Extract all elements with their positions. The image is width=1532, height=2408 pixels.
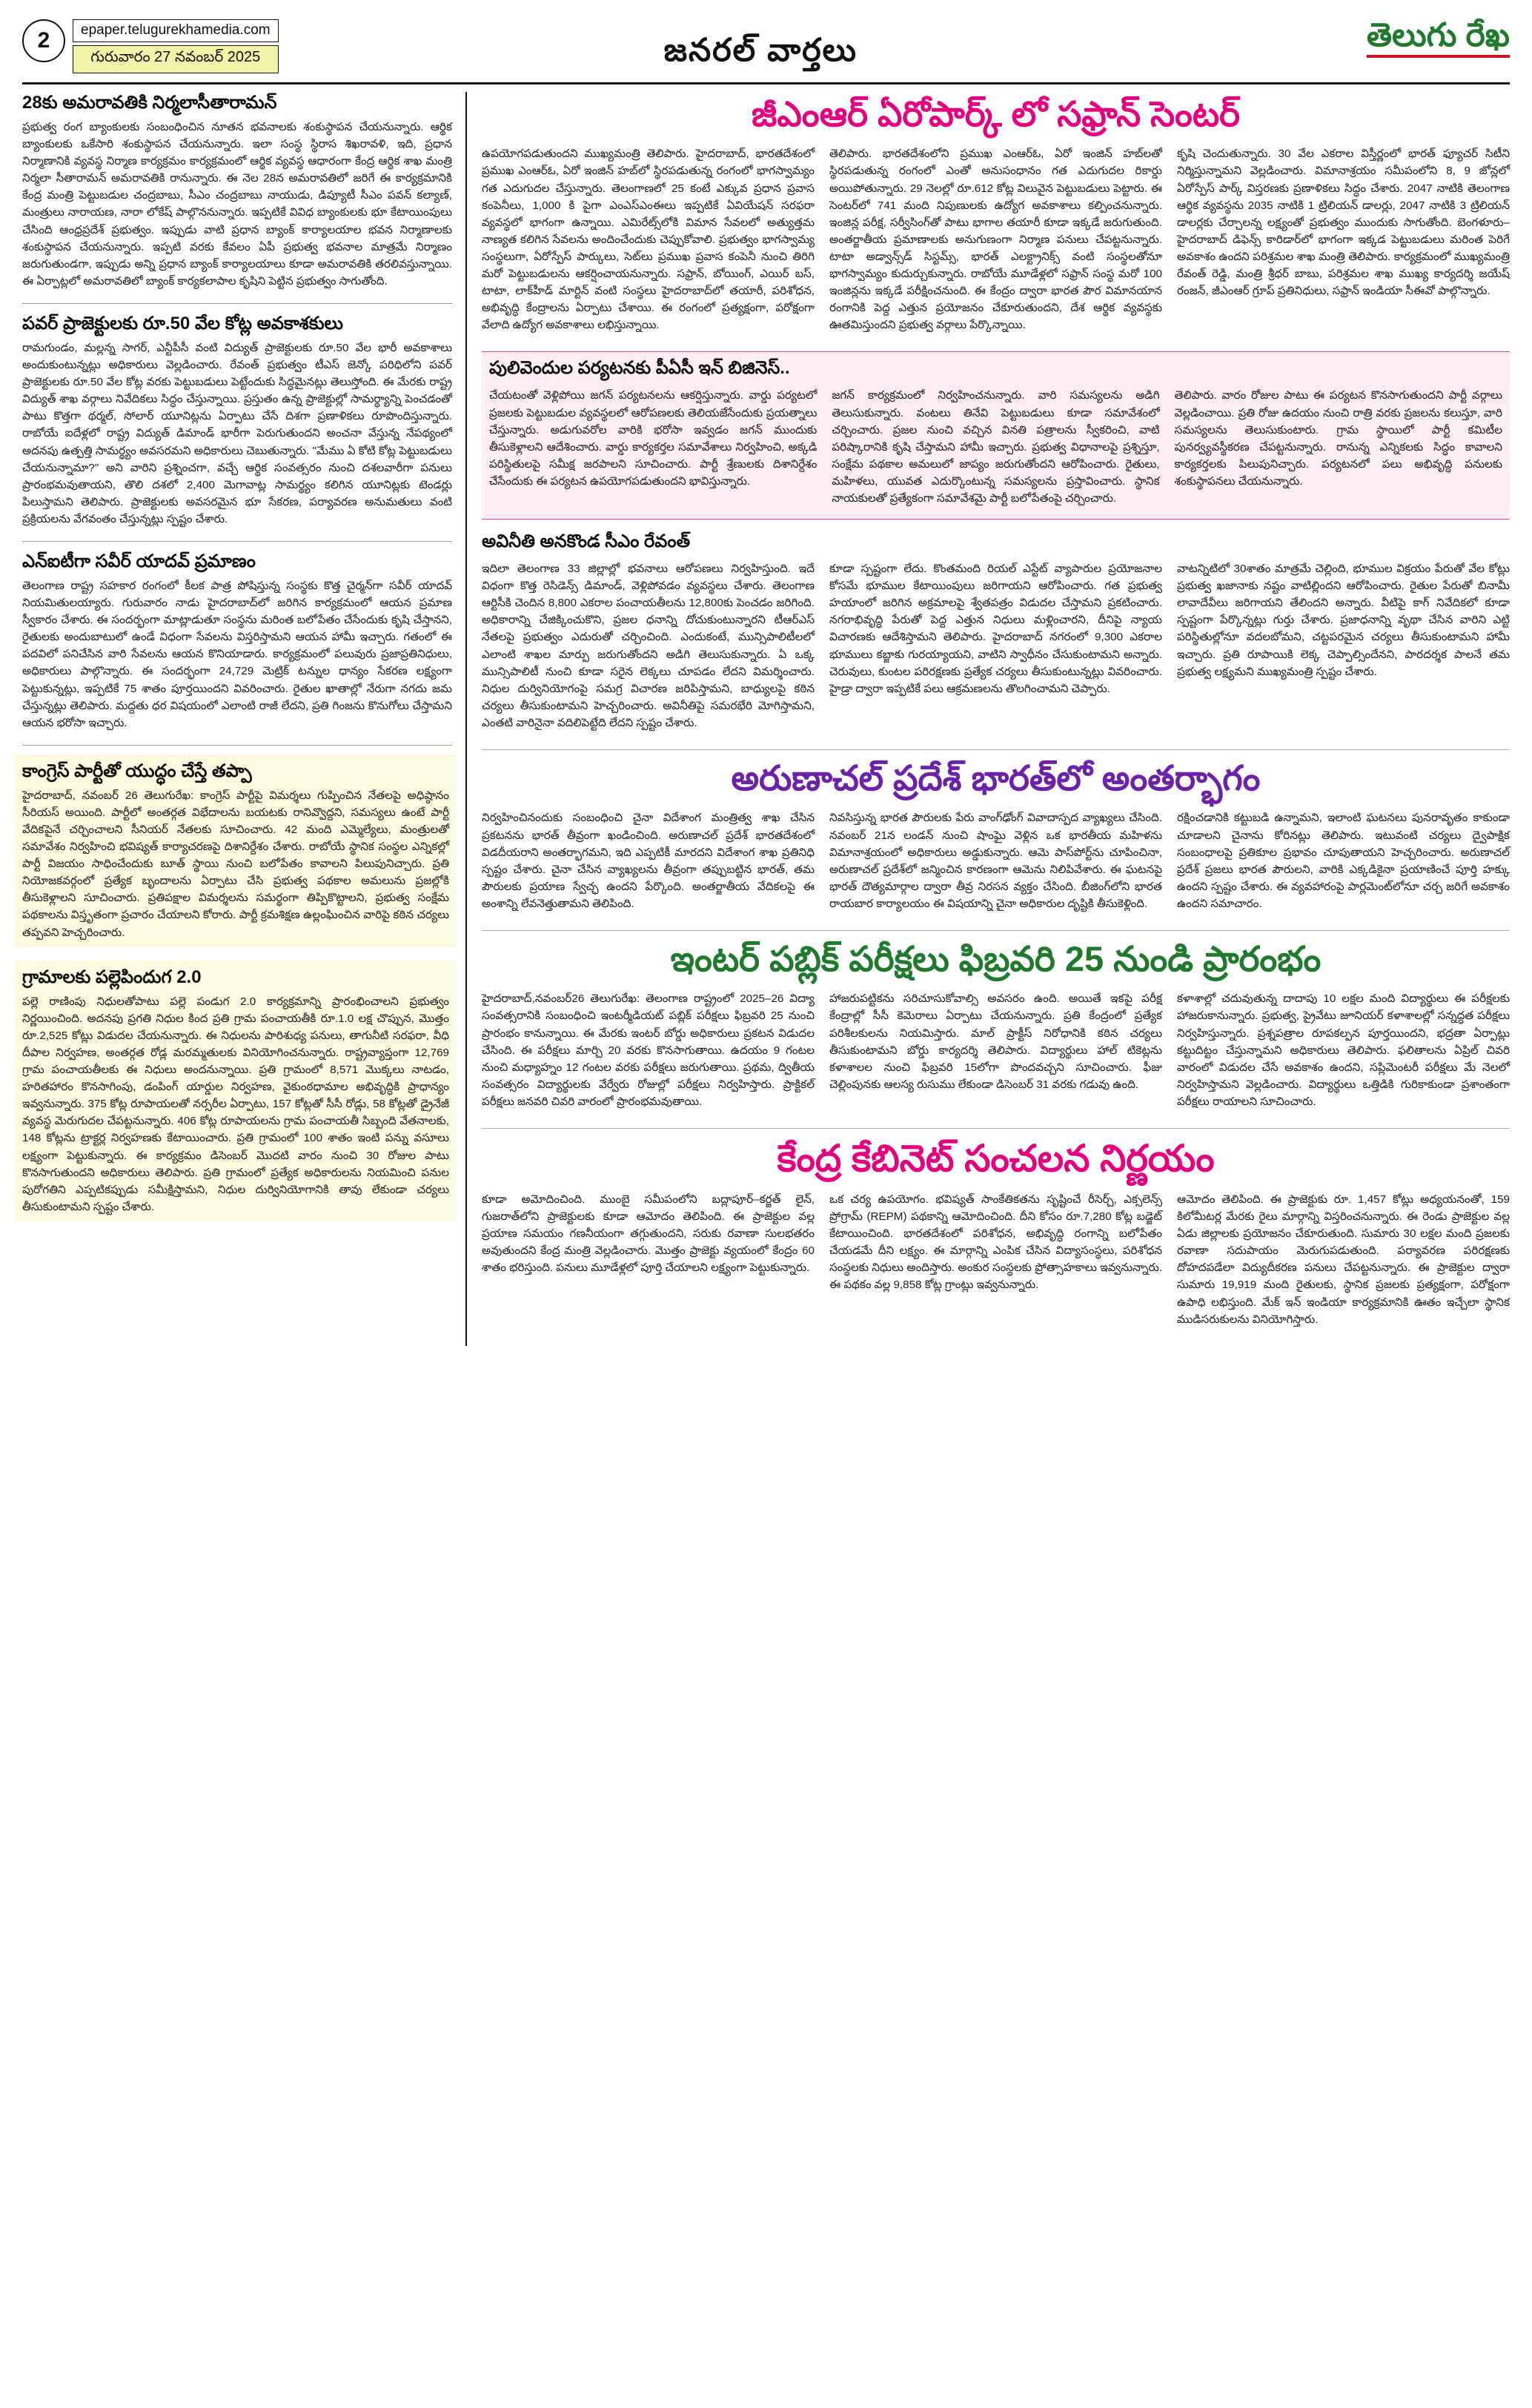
story-inter-exams-columns [482, 990, 1510, 1116]
page-number: 2 [22, 19, 65, 62]
masthead-left [22, 19, 279, 73]
story-pulivendula-col-3: తెలిపారు. వారం రోజుల పాటు ఈ పర్యటన కొనసాగుతుందని పార్టీ వర్గాలు వెల్లడించాయి. ప్రతి రోజు ఉదయం నుంచి రాత్రి వరకు ప్రజలను కలుస్తూ, వారి సమస్యలను తెలుసుకుంటారు. గ్రామ స్థాయిలో పార్టీ కమిటీల పునర్వ్యవస్థీకరణ చేపట్టనున్నారు. రానున్న ఎన్నికలకు సిద్ధం కావాలని కార్యకర్తలకు పిలుపునిచ్చారు. పర్యటనలో పలు అభివృద్ధి పనులకు శంకుస్థాపనలు చేయనున్నారు. [1174, 389, 1502, 488]
masthead [22, 19, 1510, 84]
story-arunachal [482, 757, 1510, 918]
story-central-cabinet-col-2: ఒక చర్య ఉపయోగం. భవిష్యత్ సాంకేతికతను సృష్టించే రీసెర్చ్, ఎక్సలెన్స్ ప్రోగ్రామ్ (REPM) పథకాన్ని ఆమోదించింది. దీని కోసం రూ.7,280 కోట్ల బడ్జెట్ కేటాయించింది. భారతదేశంలో పరిశోధన, అభివృద్ధి రంగాన్ని బలోపేతం చేయడమే దీని లక్ష్యం. ఈ మార్గాన్ని ఎంపిక చేసిన విద్యాసంస్థలు, పరిశోధన సంస్థలకు నిధులు అందిస్తారు. అంకుర సంస్థలకు ప్రోత్సాహకాలు ఇవ్వనున్నారు. ఈ పథకం వల్ల 9,858 కోట్ల గ్రాంట్లు ఇవ్వనున్నారు. [829, 1193, 1162, 1292]
story-avineethi-col-1: ఇదిలా తెలంగాణ 33 జిల్లాల్లో భవనాలు ఆరోపణలు నిర్వహిస్తుంది. ఇదే విధంగా కొత్త రెసిడెన్స్ డిమాండ్, వెళ్లిపోవడం వ్యవస్థలు చేశారు. తెలంగాణ ఆర్టిసీకి చెందిన 8,800 ఎకరాల పంచాయతీలను 12,800కు పెంచడం జరిగింది. అధికారాన్ని చేజిక్కించుకొని, ప్రజల ధనాన్ని దోచుకుంటున్నారని టీఆర్ఎస్ నేతలపై ప్రభుత్వం ఎదురుతో చర్చించింది. ఎందుకంటే, మున్సిపాలిటీలలో ఎలాంటి శాఖల మార్పు జరుగుతోందని అడిగి తెలుసుకున్నారు. ఏ ఒక్క మున్సిపాలిటీ నుంచి కూడా సరైన లెక్కలు చూపడం లేదని విమర్శించారు. నిధుల దుర్వినియోగంపై సమగ్ర విచారణ జరిపిస్తామని, బాధ్యులపై కఠిన చర్యలు తీసుకుంటామని హెచ్చరించారు. అవినీతిపై సమరభేరి మోగిస్తామని, ఎంతటి వారినైనా వదిలిపెట్టేది లేదని స్పష్టం చేశారు. [482, 563, 815, 729]
left-story-3-body: హైదరాబాద్, నవంబర్ 26 తెలుగురేఖ: కాంగ్రెస్ పార్టీపై విమర్శలు గుప్పించిన నేతలపై అధిష్ఠానం సీరియస్ అయింది. పార్టీలో అంతర్గత విభేదాలను బయటకు రానివ్వొద్దని, సమస్యలు ఉంటే పార్టీ వేదికపైనే చర్చించాలని సీనియర్ నేతలకు సూచించారు. 42 మంది ఎమ్మెల్యేలు, మంత్రులతో సమావేశం నిర్వహించి భవిష్యత్ కార్యాచరణపై దిశానిర్దేశం చేశారు. రాబోయే స్థానిక సంస్థల ఎన్నికల్లో పార్టీ విజయం సాధించేందుకు బూత్ స్థాయి నుంచి బలోపేతం కావాలని పిలుపునిచ్చారు. ప్రతి నియోజకవర్గంలో ప్రత్యేక బృందాలను ఏర్పాటు చేసి ప్రభుత్వ పథకాల అమలును ప్రజల్లోకి తీసుకెళ్లాలని సూచించారు. ప్రతిపక్షాల విమర్శలను సమర్థంగా తిప్పికొట్టాలని, ప్రభుత్వ సంక్షేమ పథకాలను విస్తృతంగా ప్రచారం చేయాలని కోరారు. పార్టీ క్రమశిక్షణ ఉల్లంఘించిన వారిపై కఠిన చర్యలు తప్పవని హెచ్చరించారు. [22, 789, 449, 939]
left-column [22, 92, 467, 1346]
story-inter-exams [482, 938, 1510, 1116]
story-pulivendula-col-2: జగన్ కార్యక్రమంలో నిర్వహించనున్నారు. వారి సమస్యలను అడిగి తెలుసుకున్నారు. వంటలు తినేవి పెట్టుబడులు కూడా సమావేశంలో చర్చించారు. ప్రజల నుంచి వచ్చిన వినతి పత్రాలను స్వీకరించి, వాటి పరిష్కారానికి కృషి చేస్తామని హామీ ఇచ్చారు. ప్రభుత్వ విధానాలపై ప్రశ్నిస్తూ, సంక్షేమ పథకాల అమలులో జాప్యం జరుగుతోందని ఆరోపించారు. రైతులు, మహిళలు, యువత ఎదుర్కొంటున్న సమస్యలను ప్రస్తావించారు. స్థానిక నాయకులతో ప్రత్యేకంగా సమావేశమై పార్టీ బలోపేతంపై చర్చించారు. [832, 389, 1160, 505]
brand-logo: తెలుగు రేఖ [1367, 19, 1510, 58]
masthead-left-text [73, 19, 279, 73]
left-story-1-body: రామగుండం, మల్లన్న సాగర్, ఎన్టీపీసీ వంటి విద్యుత్ ప్రాజెక్టులకు రూ.50 వేల భారీ అవకాశాలు అందుకుంటున్నట్లు అధికారులు వెల్లడించారు. రేవంత్ ప్రభుత్వం టీఎస్ జెన్కో పరిధిలోని పవర్ ప్రాజెక్టులకు రూ.50 వేల కోట్ల వరకు పెట్టుబడులు పెట్టేందుకు సిద్ధమైనట్లు తెలుస్తోంది. ఈ మేరకు రాష్ట్ర విద్యుత్ శాఖ వర్గాలు నివేదికలు సిద్ధం చేస్తున్నాయి. ప్రస్తుతం ఉన్న ప్రాజెక్టుల్లో సామర్థ్యాన్ని పెంచడంతో పాటు కొత్తగా థర్మల్, సోలార్ యూనిట్లను ఏర్పాటు చేసే దిశగా ప్రణాళికలు రూపొందిస్తున్నారు. రాబోయే ఐదేళ్లలో రాష్ట్ర విద్యుత్ డిమాండ్ భారీగా పెరుగుతుందని అంచనా వేస్తున్న నేపథ్యంలో అదనపు ఉత్పత్తి సామర్థ్యం అవసరమని అధికారులు చెబుతున్నారు. "మేము ఏ కోటి కోట్ల పెట్టుబడులు చేయనున్నామా?" అని వారిని ప్రశ్నించగా, వచ్చే ఆర్థిక సంవత్సరం నుంచి దశలవారీగా పనులు ప్రారంభమవుతాయని, తొలి దశలో 2,400 మెగావాట్ల సామర్థ్యం కలిగిన యూనిట్లకు టెండర్లు పిలుస్తామని తెలిపారు. ప్రాజెక్టులకు అవసరమైన భూ సేకరణ, పర్యావరణ అనుమతులు వంటి ప్రక్రియలను వేగవంతం చేస్తున్నట్లు స్పష్టం చేశారు. [22, 341, 452, 525]
story-avineethi-anaconda [482, 531, 1510, 737]
left-story-1 [22, 313, 452, 528]
right-column [467, 92, 1510, 1346]
story-pulivendula [482, 351, 1510, 520]
story-inter-exams-col-2: హాజరుపట్టికను సరిచూసుకోవాల్సి అవసరం ఉంది. అయితే ఇకపై పరీక్ష కేంద్రాల్లో సీసీ కెమెరాలు ఏర్పాటు చేయనున్నారు. ప్రతి కేంద్రంలో ప్రత్యేక పరిశీలకులను నియమిస్తారు. మాల్ ప్రాక్టీస్ నిరోధానికి కఠిన చర్యలు తీసుకుంటామని బోర్డు కార్యదర్శి తెలిపారు. విద్యార్థులు హాల్ టికెట్లను కళాశాలల నుంచి ఫిబ్రవరి 15లోగా పొందవచ్చని సూచించారు. ఫీజు చెల్లింపునకు ఆలస్య రుసుము లేకుండా డిసెంబర్ 31 వరకు గడువు ఉంది. [829, 992, 1162, 1091]
story-avineethi-headline: అవినీతి అనకొండ సీఎం రేవంత్ [482, 531, 691, 552]
story-central-cabinet-columns [482, 1191, 1510, 1334]
story-gmr-col-3: కృషి చెందుతున్నారు. 30 వేల ఎకరాల విస్తీర్ణంలో భారత్ ఫ్యూచర్ సిటీని నిర్మిస్తున్నామని వెల్లడించారు. విమానాశ్రయం సమీపంలోని 8, 9 జోన్లలో ఏరోస్పేస్ పార్క్ విస్తరణకు ప్రణాళికలు సిద్ధం చేశారు. 2047 నాటికి తెలంగాణ ఆర్థిక వ్యవస్థను 2035 నాటికి 1 ట్రిలియన్ డాలర్లు, 2047 నాటికి 3 ట్రిలియన్ డాలర్లకు చేర్చాలన్న లక్ష్యంతో ప్రభుత్వం ముందుకు సాగుతోంది. బెంగళూరు–హైదరాబాద్ డిఫెన్స్ కారిడార్‌లో భాగంగా ఇక్కడ పెట్టుబడులు మరింత పెరిగే అవకాశం ఉందని పరిశ్రమల శాఖ మంత్రి తెలిపారు. కార్యక్రమంలో ముఖ్యమంత్రి రేవంత్ రెడ్డి, మంత్రి శ్రీధర్ బాబు, పరిశ్రమల శాఖ ముఖ్య కార్యదర్శి జయేష్ రంజన్, జీఎంఆర్ గ్రూప్ ప్రతినిధులు, సఫ్రాన్ ఇండియా సీఈవో పాల్గొన్నారు. [1177, 147, 1510, 298]
left-story-0 [22, 92, 452, 290]
left-story-3 [15, 754, 457, 947]
story-arunachal-col-3: రక్షించడానికి కట్టుబడి ఉన్నామని, ఇలాంటి ఘటనలు పునరావృతం కాకుండా చూడాలని చైనాను కోరినట్లు తెలిపారు. ఇటువంటి చర్యలు ద్వైపాక్షిక సంబంధాలపై ప్రతికూల ప్రభావం చూపుతాయని హెచ్చరించారు. అరుణాచల్ ప్రదేశ్ ప్రజలు భారత పౌరులని, వారికి ఎక్కడికైనా ప్రయాణించే పూర్తి హక్కు ఉందని స్పష్టం చేశారు. ఈ వ్యవహారంపై పార్లమెంట్‌లోనూ చర్చ జరిగే అవకాశం ఉందని సమాచారం. [1177, 812, 1510, 910]
story-pulivendula-columns [489, 387, 1502, 513]
issue-date: గురువారం 27 నవంబర్ 2025 [73, 45, 279, 73]
divider [22, 303, 452, 304]
story-pulivendula-col-1: చేయటంతో వెళ్లిపోయి జగన్ పర్యటనలను ఆకర్షిస్తున్నారు. వార్డు పర్యటలో ప్రజలకు పెట్టుబడుల వ్యవస్థలలో ఆరోపణలకు తెలియజేసేందుకు ప్రయత్నాలు చేస్తున్నారు. అడుగువరోల వారికి భరోసా ఇవ్వడం జగన్ ముందుకు తీసుకెళ్లాలని ఆదేశించారు. వార్డు కార్యకర్తల సమావేశాలు నిర్వహించి, అక్కడి పరిస్థితులపై సమీక్ష జరపాలని సూచించారు. పార్టీ శ్రేణులకు దిశానిర్దేశం చేసేందుకు ఈ పర్యటన ఉపయోగపడుతుందని భావిస్తున్నారు. [489, 389, 818, 488]
left-story-0-headline: 28కు అమరావతికి నిర్మలాసీతారామన్ [22, 93, 277, 113]
story-gmr-col-1: ఉపయోగపడుతుందని ముఖ్యమంత్రి తెలిపారు. హైదరాబాద్, భారతదేశంలో ప్రముఖ ఎంఆర్ఓ, ఏరో ఇంజిన్ హబ్‌లో స్థిరపడుతున్న రంగంలో భాగస్వామ్యం గత ఎదుగుదల చేస్తున్నారు. తెలంగాణలో 25 కంటే ఎక్కువ ప్రధాన ప్రవాస కంపెనీలు, 1,000 కి పైగా ఎంఎస్ఎంఈలు ఇప్పటికే ఏవియేషన్ సరఫరా వ్యవస్థలో భాగంగా ఉన్నాయి. ఎమిరేట్స్‌లోకి విమాన సేవలలో అత్యుత్తమ నాణ్యత కలిగిన సేవలను అందించేందుకు చెప్పుకోవాలి. ప్రభుత్వం భాగస్వామ్య సంస్థలుగా, ఏరోస్పేస్ పార్కులు, సెట్‌లు ప్రముఖ ప్రవాస కంపెనీ నుంచి తిరిగి మరో పెట్టుబడులను ఆకర్షించాయనున్నారు. సఫ్రాన్, బోయింగ్, ఎయిర్ బస్, టాటా, లాక్‌హీడ్ మార్టిన్ వంటి సంస్థలు హైదరాబాద్‌లో తయారీ, పరిశోధన, అభివృద్ధి కేంద్రాలను ఏర్పాటు చేశాయి. ఈ రంగంలో ప్రత్యక్షంగా, పరోక్షంగా వేలాది ఉద్యోగ అవకాశాలు లభిస్తున్నాయి. [482, 147, 815, 332]
story-avineethi-columns [482, 560, 1510, 737]
left-story-2-headline: ఎన్ఐటీగా సవీర్ యాదవ్ ప్రమాణం [22, 551, 256, 571]
divider [22, 541, 452, 542]
story-arunachal-headline: అరుణాచల్ ప్రదేశ్ భారత్‌లో అంతర్భాగం [731, 758, 1261, 798]
divider [482, 749, 1510, 750]
story-gmr-col-2: తెలిపారు. భారతదేశంలోని ప్రముఖ ఎంఆర్ఓ, ఏరో ఇంజిన్ హబ్‌లతో స్థిరపడుతున్న రంగంలో ఎంతో అనుసంధానం గత ఎదుగుదల రికార్డు అయిపోతున్నారు. 29 నెలల్లో రూ.612 కోట్ల విలువైన పెట్టుబడులు పెట్టారు. ఈ సెంటర్‌లో 741 మంది నిపుణులకు ఉద్యోగ అవకాశాలు కల్పించనున్నారు. ఇంజిన్ల పరీక్ష, సర్వీసింగ్‌తో పాటు భాగాల తయారీ కూడా ఇక్కడే జరుగుతుంది. అంతర్జాతీయ ప్రమాణాలకు అనుగుణంగా నిర్మాణ పనులు చేపట్టనున్నారు. టాటా అడ్వాన్స్‌డ్ సిస్టమ్స్, భారత్ ఎలక్ట్రానిక్స్ వంటి సంస్థలతోనూ భాగస్వామ్యం కుదుర్చుకున్నారు. రాబోయే మూడేళ్లలో సఫ్రాన్ సంస్థ మరో 100 ఇంజిన్లను ఇక్కడే పరీక్షించనుంది. ఈ కేంద్రం ద్వారా భారత పౌర విమానయాన రంగానికి పెద్ద ఎత్తున ప్రయోజనం చేకూరుతుందని, దేశ ఆర్థిక వ్యవస్థకు ఊతమిస్తుందని ప్రభుత్వ వర్గాలు పేర్కొన్నాయి. [829, 147, 1162, 332]
story-gmr-headline: జీఎంఆర్ ఏరోపార్క్ లో సఫ్రాన్ సెంటర్ [751, 94, 1241, 133]
divider [482, 930, 1510, 931]
masthead-right [1243, 19, 1510, 58]
left-story-1-headline: పవర్ ప్రాజెక్టులకు రూ.50 వేల కోట్ల అవకాశకులు [22, 313, 343, 334]
section-title: జనరల్ వార్తలు [663, 33, 858, 68]
left-story-2-body: తెలంగాణ రాష్ట్ర సహకార రంగంలో కీలక పాత్ర పోషిస్తున్న సంస్థకు కొత్త చైర్మన్‌గా సవీర్ యాదవ్ నియమితులయ్యారు. గురువారం నాడు హైదరాబాద్‌లో జరిగిన కార్యక్రమంలో ఆయన ప్రమాణ స్వీకారం చేశారు. ఈ సందర్భంగా మాట్లాడుతూ సంస్థను మరింత బలోపేతం చేసేందుకు కృషి చేస్తానని, రైతులకు అందుబాటులో ఉండే విధంగా సేవలను విస్తరిస్తామని ఆయన హామీ ఇచ్చారు. గతంలో ఈ పదవిలో పనిచేసిన వారి సేవలను ఆయన కొనియాడారు. కార్యక్రమంలో పలువురు ప్రజాప్రతినిధులు, అధికారులు పాల్గొన్నారు. ఈ సందర్భంగా 24,729 మెట్రిక్ టన్నుల ధాన్యం సేకరణ లక్ష్యంగా పెట్టుకున్నట్లు, ఇప్పటికే 75 శాతం పూర్తయిందని వివరించారు. రైతుల ఖాతాల్లో నేరుగా నగదు జమ చేస్తున్నట్లు తెలిపారు. మద్దతు ధర విషయంలో ఎలాంటి రాజీ లేదని, ప్రతి గింజను కొనుగోలు చేస్తామని ఆయన భరోసా ఇచ్చారు. [22, 579, 452, 729]
story-gmr-aeropark [482, 93, 1510, 339]
story-inter-exams-col-3: కళాశాల్లో చదువుతున్న దాదాపు 10 లక్షల మంది విద్యార్థులు ఈ పరీక్షలకు హాజరుకానున్నారు. ప్రభుత్వ, ప్రైవేటు జూనియర్ కళాశాలల్లో సన్నద్ధత పరీక్షలు నిర్వహిస్తున్నారు. ప్రశ్నపత్రాల రూపకల్పన పూర్తయిందని, భద్రతా ఏర్పాట్లు కట్టుదిట్టం చేస్తున్నామని అధికారులు తెలిపారు. ఫలితాలను ఏప్రిల్ చివరి వారంలో విడుదల చేసే అవకాశం ఉందని, సప్లిమెంటరీ పరీక్షలు మే నెలలో నిర్వహిస్తామని వెల్లడించారు. విద్యార్థులు ఒత్తిడికి గురికాకుండా ప్రశాంతంగా పరీక్షలు రాయాలని సూచించారు. [1177, 992, 1510, 1108]
story-pulivendula-box [482, 351, 1510, 520]
story-central-cabinet-headline: కేంద్ర కేబినెట్ సంచలన నిర్ణయం [777, 1138, 1215, 1180]
story-central-cabinet-col-3: ఆమోదం తెలిపింది. ఈ ప్రాజెక్టుకు రూ. 1,457 కోట్లు అధ్యయనంతో, 159 కిలోమీటర్ల మేరకు రైలు మార్గాన్ని విస్తరించనున్నారు. ఈ రెండు ప్రాజెక్టుల వల్ల ఏడు జిల్లాలకు ప్రయోజనం చేకూరుతుంది. సుమారు 30 లక్షల మంది ప్రజలకు రవాణా సదుపాయం మెరుగుపడుతుంది. పర్యావరణ పరిరక్షణకు దోహదపడేలా విద్యుదీకరణ పనులు చేపట్టనున్నారు. ఈ ప్రాజెక్టుల ద్వారా సుమారు 19,919 మంది రైతులకు, స్థానిక ప్రజలకు ప్రత్యక్షంగా, పరోక్షంగా ఉపాధి లభిస్తుంది. మేక్ ఇన్ ఇండియా కార్యక్రమానికి ఊతం ఇచ్చేలా స్థానిక ముడిసరుకులను వినియోగిస్తారు. [1177, 1193, 1510, 1326]
divider [22, 745, 452, 746]
story-central-cabinet-col-1: కూడా అమోదించింది. ముంబై సమీపంలోని బద్లాపూర్–కర్జత్ లైన్, గుజరాత్‌లోని ప్రాజెక్టులకు కూడా ఆమోదం తెలిపింది. ఈ ప్రాజెక్టుల వల్ల ప్రయాణ సమయం గణనీయంగా తగ్గుతుందని, సరుకు రవాణా సులభతరం అవుతుందని కేంద్ర మంత్రి వెల్లడించారు. మొత్తం ప్రాజెక్టు వ్యయంలో కేంద్రం 60 శాతం భరిస్తుంది. పనులు మూడేళ్లలో పూర్తి చేయాలని లక్ష్యంగా పెట్టుకున్నారు. [482, 1193, 815, 1275]
left-story-4-body: పల్లె రాణింపు నిధులతోపాటు పల్లె పండుగ 2.0 కార్యక్రమాన్ని ప్రారంభించాలని ప్రభుత్వం నిర్ణయించింది. అదనపు ప్రగతి నిధుల కింద ప్రతి గ్రామ పంచాయతీకి రూ.1.0 లక్ష చొప్పున, మొత్తం రూ.2,525 కోట్లు విడుదల చేయనున్నారు. ఈ నిధులను పారిశుధ్య పనులు, తాగునీటి సరఫరా, వీధి దీపాల నిర్వహణ, అంతర్గత రోడ్ల మరమ్మతులకు వినియోగించనున్నారు. రాష్ట్రవ్యాప్తంగా 12,769 గ్రామ పంచాయతీలకు ఈ నిధులు అందనున్నాయి. ప్రతి గ్రామంలో 8,571 మొక్కలు నాటడం, హరితహారం కొనసాగింపు, డంపింగ్ యార్డుల నిర్వహణ, వైకుంఠధామాల అభివృద్ధికి ప్రాధాన్యం ఇవ్వనున్నారు. 375 కోట్ల రూపాయలతో నర్సరీల ఏర్పాటు, 157 కోట్లతో సీసీ రోడ్లు, 58 కోట్లతో డ్రైనేజీ వ్యవస్థ మెరుగుదల చేపట్టనున్నారు. 406 కోట్ల రూపాయలను గ్రామ పంచాయతీ సిబ్బంది వేతనాలకు, 148 కోట్లను ట్రాక్టర్ల నిర్వహణకు కేటాయించారు. ప్రతి గ్రామంలో 100 శాతం ఇంటి పన్ను వసూలు లక్ష్యంగా పెట్టుకున్నారు. ఈ కార్యక్రమం డిసెంబర్ మొదటి వారం నుంచి 30 రోజుల పాటు కొనసాగుతుందని అధికారులు తెలిపారు. ప్రతి గ్రామంలో ప్రత్యేక అధికారులను నియమించి పనుల పురోగతిని ఎప్పటికప్పుడు సమీక్షిస్తామని, నిధుల దుర్వినియోగానికి తావు లేకుండా చర్యలు తీసుకుంటామని స్పష్టం చేశారు. [22, 995, 449, 1213]
story-pulivendula-headline: పులివెందుల పర్యటనకు పీఏసీ ఇన్ బిజినెస్.. [489, 358, 790, 379]
page-body [22, 92, 1510, 1346]
story-arunachal-col-1: నిర్వహించినందుకు సంబంధించి చైనా విదేశాంగ మంత్రిత్వ శాఖ చేసిన ప్రకటనను భారత్ తీవ్రంగా ఖండించింది. అరుణాచల్ ప్రదేశ్ భారతదేశంలో విడదీయరాని అంతర్భాగమని, ఇది ఎప్పటికీ మారదని విదేశాంగ శాఖ ప్రతినిధి స్పష్టం చేశారు. చైనా చేసిన వ్యాఖ్యలను తీవ్రంగా తప్పుబట్టిన భారత్, తమ పౌరులకు ప్రయాణ స్వేచ్ఛ ఉందని పేర్కొంది. అంతర్జాతీయ వేదికలపై ఈ అంశాన్ని లేవనెత్తుతామని తెలిపింది. [482, 812, 815, 910]
epaper-url[interactable]: epaper.telugurekhamedia.com [73, 19, 279, 42]
story-central-cabinet [482, 1136, 1510, 1334]
story-arunachal-columns [482, 809, 1510, 918]
story-avineethi-col-2: కూడా స్పష్టంగా లేదు. కొంతమంది రియల్ ఎస్టేట్ వ్యాపారుల ప్రయోజనాల కోసమే భూముల కేటాయింపులు జరిగాయని ఆరోపించారు. గత ప్రభుత్వ హయాంలో జరిగిన అక్రమాలపై శ్వేతపత్రం విడుదల చేస్తామని ప్రకటించారు. నగరాభివృద్ధి పేరుతో పెద్ద ఎత్తున నిధులు మళ్లించారని, దీనిపై న్యాయ విచారణకు ఆదేశిస్తామని తెలిపారు. హైదరాబాద్ నగరంలో 9,300 ఎకరాల భూములు కబ్జాకు గురయ్యాయని, వాటిని స్వాధీనం చేసుకుంటామని అన్నారు. చెరువులు, కుంటల పరిరక్షణకు ప్రత్యేక చర్యలు తీసుకుంటున్నట్లు వివరించారు. హైడ్రా ద్వారా ఇప్పటికే పలు ఆక్రమణలను తొలగించామని చెప్పారు. [829, 563, 1162, 695]
left-story-3-headline: కాంగ్రెస్ పార్టీతో యుద్ధం చేస్తే తప్పా [22, 760, 252, 781]
left-story-2 [22, 551, 452, 732]
divider [482, 1128, 1510, 1129]
story-inter-exams-headline: ఇంటర్ పబ్లిక్ పరీక్షలు ఫిబ్రవరి 25 నుండి ప్రారంభం [670, 938, 1322, 978]
story-avineethi-col-3: వాటన్నిటిలో 30శాతం మాత్రమే చెల్లింది, భూముల విక్రయం పేరుతో వేల కోట్లు ప్రభుత్వ ఖజానాకు నష్టం వాటిల్లిందని ఆరోపించారు. రైతుల పేరుతో బినామీ లావాదేవీలు జరిగాయని తేలిందని అన్నారు. వీటిపై కాగ్ నివేదికలో కూడా స్పష్టంగా పేర్కొన్నట్లు గుర్తు చేశారు. ప్రజాధనాన్ని వృథా చేసిన వారిని ఎట్టి పరిస్థితుల్లోనూ వదలబోమని, చట్టపరమైన చర్యలు తీసుకుంటామని హామీ ఇచ్చారు. ప్రతి రూపాయికి లెక్క చెప్పాల్సిందేనని, పారదర్శక పాలనే తమ ప్రభుత్వ లక్ష్యమని ముఖ్యమంత్రి స్పష్టం చేశారు. [1177, 563, 1510, 678]
left-story-4 [15, 961, 457, 1221]
left-story-0-body: ప్రభుత్వ రంగ బ్యాంకులకు సంబంధించిన నూతన భవనాలకు శంకుస్థాపన చేయనున్నారు. ఆర్థిక బ్యాంకులకు ఒకేసారి శంకుస్థాపన చేయనున్నారు. ఇలా సంస్థ స్థిరాస శిఖరావళి, ఇది, ప్రధాన నిర్మాణానికి వ్యవస్థ నిర్మాణ కార్యక్రమం కార్యక్రమంలో ఆర్థిక వ్యవస్థ ఆధారంగా కేంద్ర ఆర్థిక శాఖ మంత్రి నిర్మలా సీతారామన్ అమరావతికి రానున్నారు. ఈ నెల 28న అమరావతిలో జరిగే ఈ కార్యక్రమానికి కేంద్ర మంత్రి పెట్టుబడుల చంద్రబాబు, సీఎం చంద్రబాబు నాయుడు, డిప్యూటీ సీఎం పవన్ కల్యాణ్, మంత్రులు నారాయణ, నారా లోకేష్ పాల్గొననున్నారు. ఇప్పటికే వివిధ బ్యాంకులకు భూ కేటాయింపులు చేసింది ఆంధ్రప్రదేశ్ ప్రభుత్వం. ఇప్పుడు వాటి ప్రధాన బ్యాంక్ కార్యాలయాల భవన నిర్మాణాలకు శంకుస్థాపన చేయనున్నారు. ఇప్పటి వరకు కేవలం ఏపీ ప్రభుత్వ భవనాల మాత్రమే నిర్మాణం జరుగుతుండగా, ఇప్పుడు అన్ని ప్రధాన బ్యాంక్ కార్యాలయాలు కూడా అమరావతికి తరలివస్తున్నాయి. ఈ ఏర్పాట్లలో అమరావతిలో బ్యాంక్ కార్యకలాపాల కృషిని పెట్టిన ప్రభుత్వం సాగుతోంది. [22, 121, 452, 288]
story-arunachal-col-2: నివసిస్తున్న భారత పౌరులకు పేరు వాంగ్‌ఢోంగ్ వివాదాస్పద వ్యాఖ్యలు చేసింది. నవంబర్ 21న లండన్ నుంచి షాంఘై వెళ్లిన ఒక భారతీయ మహిళను విమానాశ్రయంలో అధికారులు అడ్డుకున్నారు. ఆమె పాస్‌పోర్ట్‌ను చూపించినా, అరుణాచల్ ప్రదేశ్‌లో జన్మించిన కారణంగా ఆమెను నిలిపివేశారు. ఈ ఘటనపై భారత్ దౌత్యమార్గాల ద్వారా తీవ్ర నిరసన వ్యక్తం చేసింది. బీజింగ్‌లోని భారత రాయబార కార్యాలయం ఈ విషయాన్ని చైనా అధికారుల దృష్టికి తీసుకెళ్లింది. [829, 812, 1162, 910]
story-gmr-columns [482, 145, 1510, 339]
left-story-4-headline: గ్రామాలకు పల్లెపిందుగ 2.0 [22, 966, 202, 987]
story-inter-exams-col-1: హైదరాబాద్,నవంబర్26 తెలుగురేఖ: తెలంగాణ రాష్ట్రంలో 2025–26 విద్యా సంవత్సరానికి సంబంధించి ఇంటర్మీడియట్ పబ్లిక్ పరీక్షలు ఫిబ్రవరి 25 నుంచి ప్రారంభం కానున్నాయి. ఈ మేరకు ఇంటర్ బోర్డు అధికారులు ప్రకటన విడుదల చేసింది. ఈ పరీక్షలు మార్చి 20 వరకు కొనసాగుతాయి. ఉదయం 9 గంటల నుంచి మధ్యాహ్నం 12 గంటల వరకు పరీక్షలు జరుగుతాయి. ప్రథమ, ద్వితీయ సంవత్సరం విద్యార్థులకు వేర్వేరు రోజుల్లో పరీక్షలు నిర్వహిస్తారు. ప్రాక్టికల్ పరీక్షలు జనవరి చివరి వారంలో ప్రారంభమవుతాయి. [482, 992, 815, 1108]
